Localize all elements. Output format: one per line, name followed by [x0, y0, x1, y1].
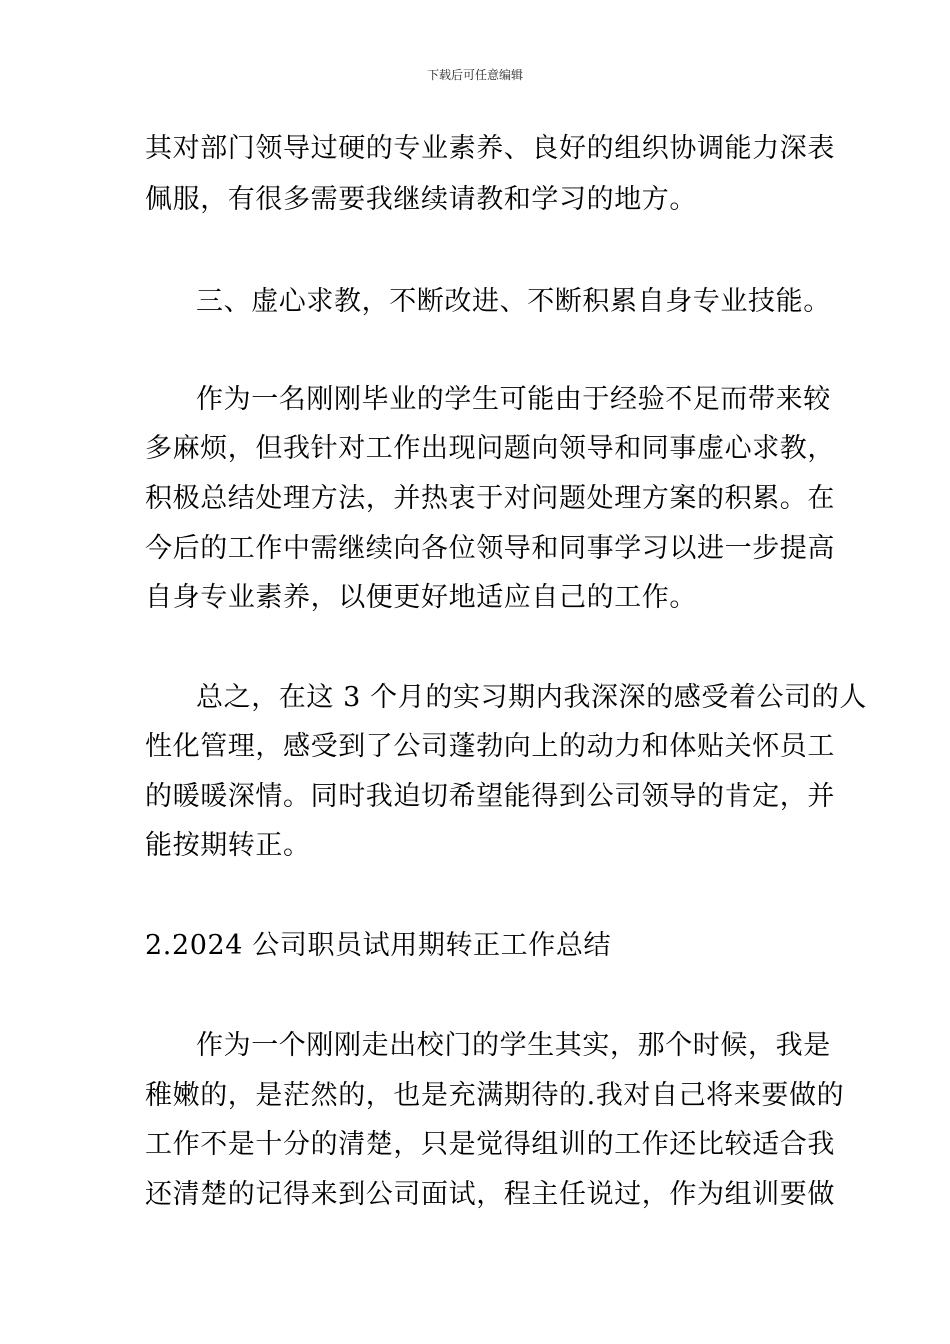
text-line: 自身专业素养，以便更好地适应自己的工作。 — [145, 582, 697, 613]
section-heading: 三、虚心求教，不断改进、不断积累自身专业技能。 — [196, 286, 831, 317]
text-line: 佩服，有很多需要我继续请教和学习的地方。 — [145, 184, 697, 215]
section-title: 2.2024 公司职员试用期转正工作总结 — [145, 930, 612, 961]
text-line: 性化管理，感受到了公司蓬勃向上的动力和体贴关怀员工 — [145, 731, 835, 762]
text-line: 积极总结处理方法，并热衷于对问题处理方案的积累。在 — [145, 483, 835, 514]
text-line: 能按期转正。 — [145, 830, 311, 861]
text-line: 总之，在这 3 个月的实习期内我深深的感受着公司的人 — [196, 682, 867, 713]
text-line: 今后的工作中需继续向各位领导和同事学习以进一步提高 — [145, 533, 835, 564]
text-line: 的暖暖深情。同时我迫切希望能得到公司领导的肯定，并 — [145, 781, 835, 812]
page-header: 下载后可任意编辑 — [426, 68, 523, 82]
text-line: 多麻烦，但我针对工作出现问题向领导和同事虚心求教， — [145, 433, 835, 464]
text-line: 作为一个刚刚走出校门的学生其实，那个时候，我是 — [196, 1030, 831, 1061]
text-line: 其对部门领导过硬的专业素养、良好的组织协调能力深表 — [145, 133, 835, 164]
text-line: 还清楚的记得来到公司面试，程主任说过，作为组训要做 — [145, 1179, 835, 1210]
text-line: 稚嫩的，是茫然的，也是充满期待的.我对自己将来要做的 — [145, 1080, 845, 1111]
text-line: 作为一名刚刚毕业的学生可能由于经验不足而带来较 — [196, 384, 831, 415]
text-line: 工作不是十分的清楚，只是觉得组训的工作还比较适合我 — [145, 1129, 835, 1160]
